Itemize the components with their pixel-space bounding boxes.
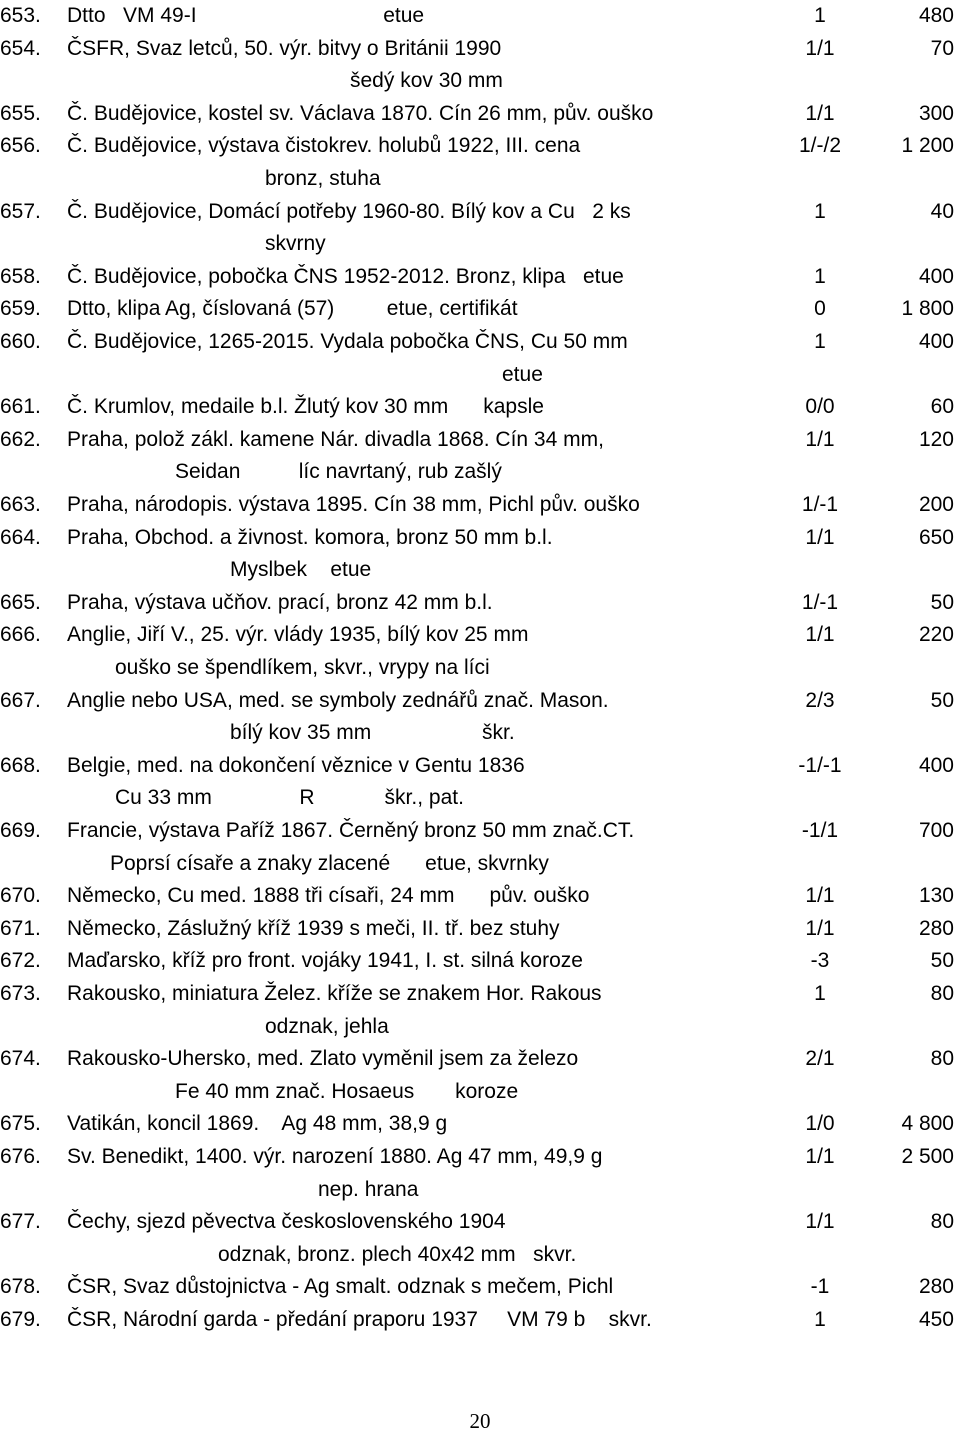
catalog-item — [0, 293, 960, 327]
item-number: 674. — [0, 1047, 41, 1071]
item-description: Německo, Záslužný kříž 1939 s meči, II. tř. bez stuhy — [67, 916, 560, 940]
item-grade: 1/1 — [805, 623, 835, 647]
catalog-item-continuation — [0, 848, 960, 882]
catalog-item — [0, 880, 960, 914]
item-grade: 1/1 — [805, 427, 835, 451]
catalog-item — [0, 750, 960, 784]
item-number: 659. — [0, 297, 41, 321]
item-price: 80 — [930, 1210, 954, 1234]
catalog-item — [0, 33, 960, 67]
item-description-continued: ouško se špendlíkem, skvr., vrypy na líci — [115, 656, 490, 679]
item-price: 80 — [930, 1047, 954, 1071]
item-number: 677. — [0, 1210, 41, 1234]
item-price: 300 — [918, 101, 954, 125]
item-price: 50 — [930, 590, 954, 614]
item-description: Anglie nebo USA, med. se symboly zednářů znač. Mason. — [67, 688, 609, 712]
catalog-item — [0, 130, 960, 164]
item-description: Belgie, med. na dokončení věznice v Gentu 1836 — [67, 753, 525, 777]
item-price: 80 — [930, 982, 954, 1005]
item-description-continued: bílý kov 35 mm škr. — [230, 721, 515, 745]
item-grade: 1/1 — [805, 1210, 835, 1234]
catalog-item — [0, 913, 960, 947]
item-price: 50 — [930, 949, 954, 973]
item-description: Anglie, Jiří V., 25. výr. vlády 1935, bílý kov 25 mm — [67, 623, 529, 647]
item-price: 130 — [918, 884, 954, 908]
item-description: Praha, polož zákl. kamene Nár. divadla 1868. Cín 34 mm, — [67, 427, 604, 451]
item-number: 663. — [0, 493, 41, 516]
catalog-item — [0, 619, 960, 653]
item-price: 280 — [918, 1275, 954, 1299]
item-price: 40 — [930, 199, 954, 223]
item-number: 654. — [0, 36, 41, 60]
item-description-continued: Poprsí císaře a znaky zlacené etue, skvrnky — [110, 851, 549, 875]
item-description-continued: šedý kov 30 mm — [350, 69, 503, 93]
item-description: Dtto VM 49-I etue — [67, 4, 425, 27]
item-number: 668. — [0, 753, 41, 777]
item-price: 480 — [918, 4, 954, 27]
item-price: 60 — [930, 395, 954, 419]
item-description-continued: nep. hrana — [318, 1177, 419, 1201]
catalog-item — [0, 1206, 960, 1240]
item-grade: 1/1 — [805, 1145, 835, 1168]
item-number: 658. — [0, 264, 41, 288]
item-grade: 1 — [814, 4, 826, 27]
item-description-continued: bronz, stuha — [265, 167, 381, 190]
item-description-continued: Fe 40 mm znač. Hosaeus koroze — [175, 1079, 519, 1103]
item-grade: 1/1 — [805, 36, 835, 60]
catalog-item — [0, 489, 960, 523]
catalog-item — [0, 685, 960, 719]
item-number: 656. — [0, 134, 41, 158]
catalog-item — [0, 815, 960, 849]
item-price: 400 — [918, 753, 954, 777]
item-number: 661. — [0, 395, 41, 419]
item-description-continued: odznak, jehla — [265, 1014, 389, 1038]
catalog-item-continuation — [0, 1011, 960, 1045]
item-description: Č. Budějovice, výstava čistokrev. holubů 1922, III. cena — [67, 134, 581, 158]
item-description: Č. Krumlov, medaile b.l. Žlutý kov 30 mm kapsle — [67, 395, 544, 419]
item-description-continued: Cu 33 mm R škr., pat. — [115, 786, 464, 810]
item-description: Maďarsko, kříž pro front. vojáky 1941, I. st. silná koroze — [67, 949, 583, 973]
item-number: 666. — [0, 623, 41, 647]
item-grade: 0 — [814, 297, 826, 321]
catalog-item-continuation — [0, 163, 960, 197]
item-number: 673. — [0, 982, 41, 1005]
item-description: Praha, národopis. výstava 1895. Cín 38 mm, Pichl pův. ouško — [67, 493, 640, 516]
catalog-item — [0, 1304, 960, 1338]
item-description: Č. Budějovice, Domácí potřeby 1960-80. Bílý kov a Cu 2 ks — [67, 199, 631, 223]
item-description: ČSR, Národní garda - předání praporu 1937 VM 79 b skvr. — [67, 1308, 652, 1331]
item-number: 655. — [0, 101, 41, 125]
item-description: Vatikán, koncil 1869. Ag 48 mm, 38,9 g — [67, 1112, 448, 1136]
item-description-continued: etue — [502, 362, 543, 386]
item-number: 675. — [0, 1112, 41, 1136]
item-number: 678. — [0, 1275, 41, 1299]
catalog-item — [0, 945, 960, 979]
item-grade: -1/-1 — [798, 753, 842, 777]
item-description: Č. Budějovice, kostel sv. Václava 1870. Cín 26 mm, pův. ouško — [67, 101, 654, 125]
catalog-item-continuation — [0, 65, 960, 99]
item-number: 667. — [0, 688, 41, 712]
item-number: 669. — [0, 819, 41, 842]
item-description: Praha, Obchod. a živnost. komora, bronz 50 mm b.l. — [67, 525, 553, 549]
item-price: 450 — [918, 1308, 954, 1331]
item-price: 200 — [918, 493, 954, 516]
item-description: ČSFR, Svaz letců, 50. výr. bitvy o Británii 1990 — [67, 36, 502, 60]
item-price: 700 — [918, 819, 954, 842]
item-number: 676. — [0, 1145, 41, 1168]
item-description: Rakousko-Uhersko, med. Zlato vyměnil jsem za železo — [67, 1047, 579, 1071]
item-price: 400 — [918, 264, 954, 288]
item-price: 220 — [918, 623, 954, 647]
item-grade: 1/1 — [805, 916, 835, 940]
catalog-item-continuation — [0, 717, 960, 751]
item-grade: 1/1 — [805, 884, 835, 908]
item-grade: 1/0 — [805, 1112, 835, 1136]
catalog-item-continuation — [0, 1076, 960, 1110]
catalog-item — [0, 98, 960, 132]
catalog-item-continuation — [0, 1239, 960, 1273]
item-description: Sv. Benedikt, 1400. výr. narození 1880. Ag 47 mm, 49,9 g — [67, 1145, 603, 1168]
item-number: 653. — [0, 4, 41, 27]
item-grade: 1/-1 — [801, 590, 839, 614]
item-price: 400 — [918, 330, 954, 353]
item-number: 665. — [0, 590, 41, 614]
item-price: 70 — [930, 36, 954, 60]
item-description: Č. Budějovice, pobočka ČNS 1952-2012. Bronz, klipa etue — [67, 264, 624, 288]
item-description: Dtto, klipa Ag, číslovaná (57) etue, certifikát — [67, 297, 518, 321]
catalog-item — [0, 587, 960, 621]
item-number: 664. — [0, 525, 41, 549]
catalog-item — [0, 1141, 960, 1175]
catalog-item — [0, 1108, 960, 1142]
catalog-item-continuation — [0, 456, 960, 490]
catalog-item-continuation — [0, 359, 960, 393]
item-description: Čechy, sjezd pěvectva československého 1904 — [67, 1210, 506, 1234]
catalog-item — [0, 326, 960, 360]
item-grade: 1 — [814, 264, 826, 288]
item-number: 679. — [0, 1308, 41, 1331]
item-grade: 1 — [814, 199, 826, 223]
page-number: 20 — [469, 1409, 491, 1433]
item-grade: 2/3 — [805, 688, 835, 712]
item-grade: 1 — [814, 330, 826, 353]
catalog-item — [0, 0, 960, 34]
item-price: 4 800 — [901, 1112, 954, 1136]
item-description: Německo, Cu med. 1888 tři císaři, 24 mm pův. ouško — [67, 884, 590, 908]
catalog-item — [0, 391, 960, 425]
item-price: 280 — [918, 916, 954, 940]
catalog-item — [0, 196, 960, 230]
item-price: 650 — [918, 525, 954, 549]
catalog-item-continuation — [0, 554, 960, 588]
item-description-continued: odznak, bronz. plech 40x42 mm skvr. — [218, 1242, 577, 1266]
item-grade: -3 — [810, 949, 830, 973]
item-grade: 1/1 — [805, 525, 835, 549]
catalog-item-continuation — [0, 1174, 960, 1208]
item-price: 1 800 — [901, 297, 954, 321]
item-description: ČSR, Svaz důstojnictva - Ag smalt. odznak s mečem, Pichl — [67, 1275, 614, 1299]
item-grade: 0/0 — [805, 395, 835, 419]
item-number: 662. — [0, 427, 41, 451]
item-price: 120 — [918, 427, 954, 451]
item-number: 657. — [0, 199, 41, 223]
catalog-item — [0, 261, 960, 295]
item-number: 670. — [0, 884, 41, 908]
catalog-item-continuation — [0, 228, 960, 262]
catalog-item — [0, 1271, 960, 1305]
item-price: 50 — [930, 688, 954, 712]
item-description: Praha, výstava učňov. prací, bronz 42 mm b.l. — [67, 590, 493, 614]
catalog-item — [0, 522, 960, 556]
item-grade: 2/1 — [805, 1047, 835, 1071]
item-number: 672. — [0, 949, 41, 973]
item-description: Rakousko, miniatura Želez. kříže se znakem Hor. Rakous — [67, 982, 602, 1005]
item-description-continued: Myslbek etue — [230, 558, 372, 582]
item-number: 660. — [0, 330, 41, 353]
item-description-continued: Seidan líc navrtaný, rub zašlý — [175, 460, 502, 484]
item-description: Č. Budějovice, 1265-2015. Vydala pobočka ČNS, Cu 50 mm — [67, 330, 628, 353]
catalog-item — [0, 424, 960, 458]
item-description-continued: skvrny — [265, 232, 326, 256]
item-grade: 1 — [814, 1308, 826, 1331]
catalog-item-continuation — [0, 782, 960, 816]
item-grade: 1/-1 — [801, 493, 839, 516]
item-price: 1 200 — [901, 134, 954, 158]
item-description: Francie, výstava Paříž 1867. Černěný bronz 50 mm znač.CT. — [67, 819, 635, 842]
item-number: 671. — [0, 916, 41, 940]
catalog-item — [0, 1043, 960, 1077]
catalog-item — [0, 978, 960, 1012]
catalog-item-continuation — [0, 652, 960, 686]
item-grade: 1/-/2 — [798, 134, 842, 158]
item-grade: -1 — [810, 1275, 830, 1299]
item-grade: 1 — [814, 982, 826, 1005]
item-grade: 1/1 — [805, 101, 835, 125]
item-grade: -1/1 — [801, 819, 839, 842]
item-price: 2 500 — [901, 1145, 954, 1168]
